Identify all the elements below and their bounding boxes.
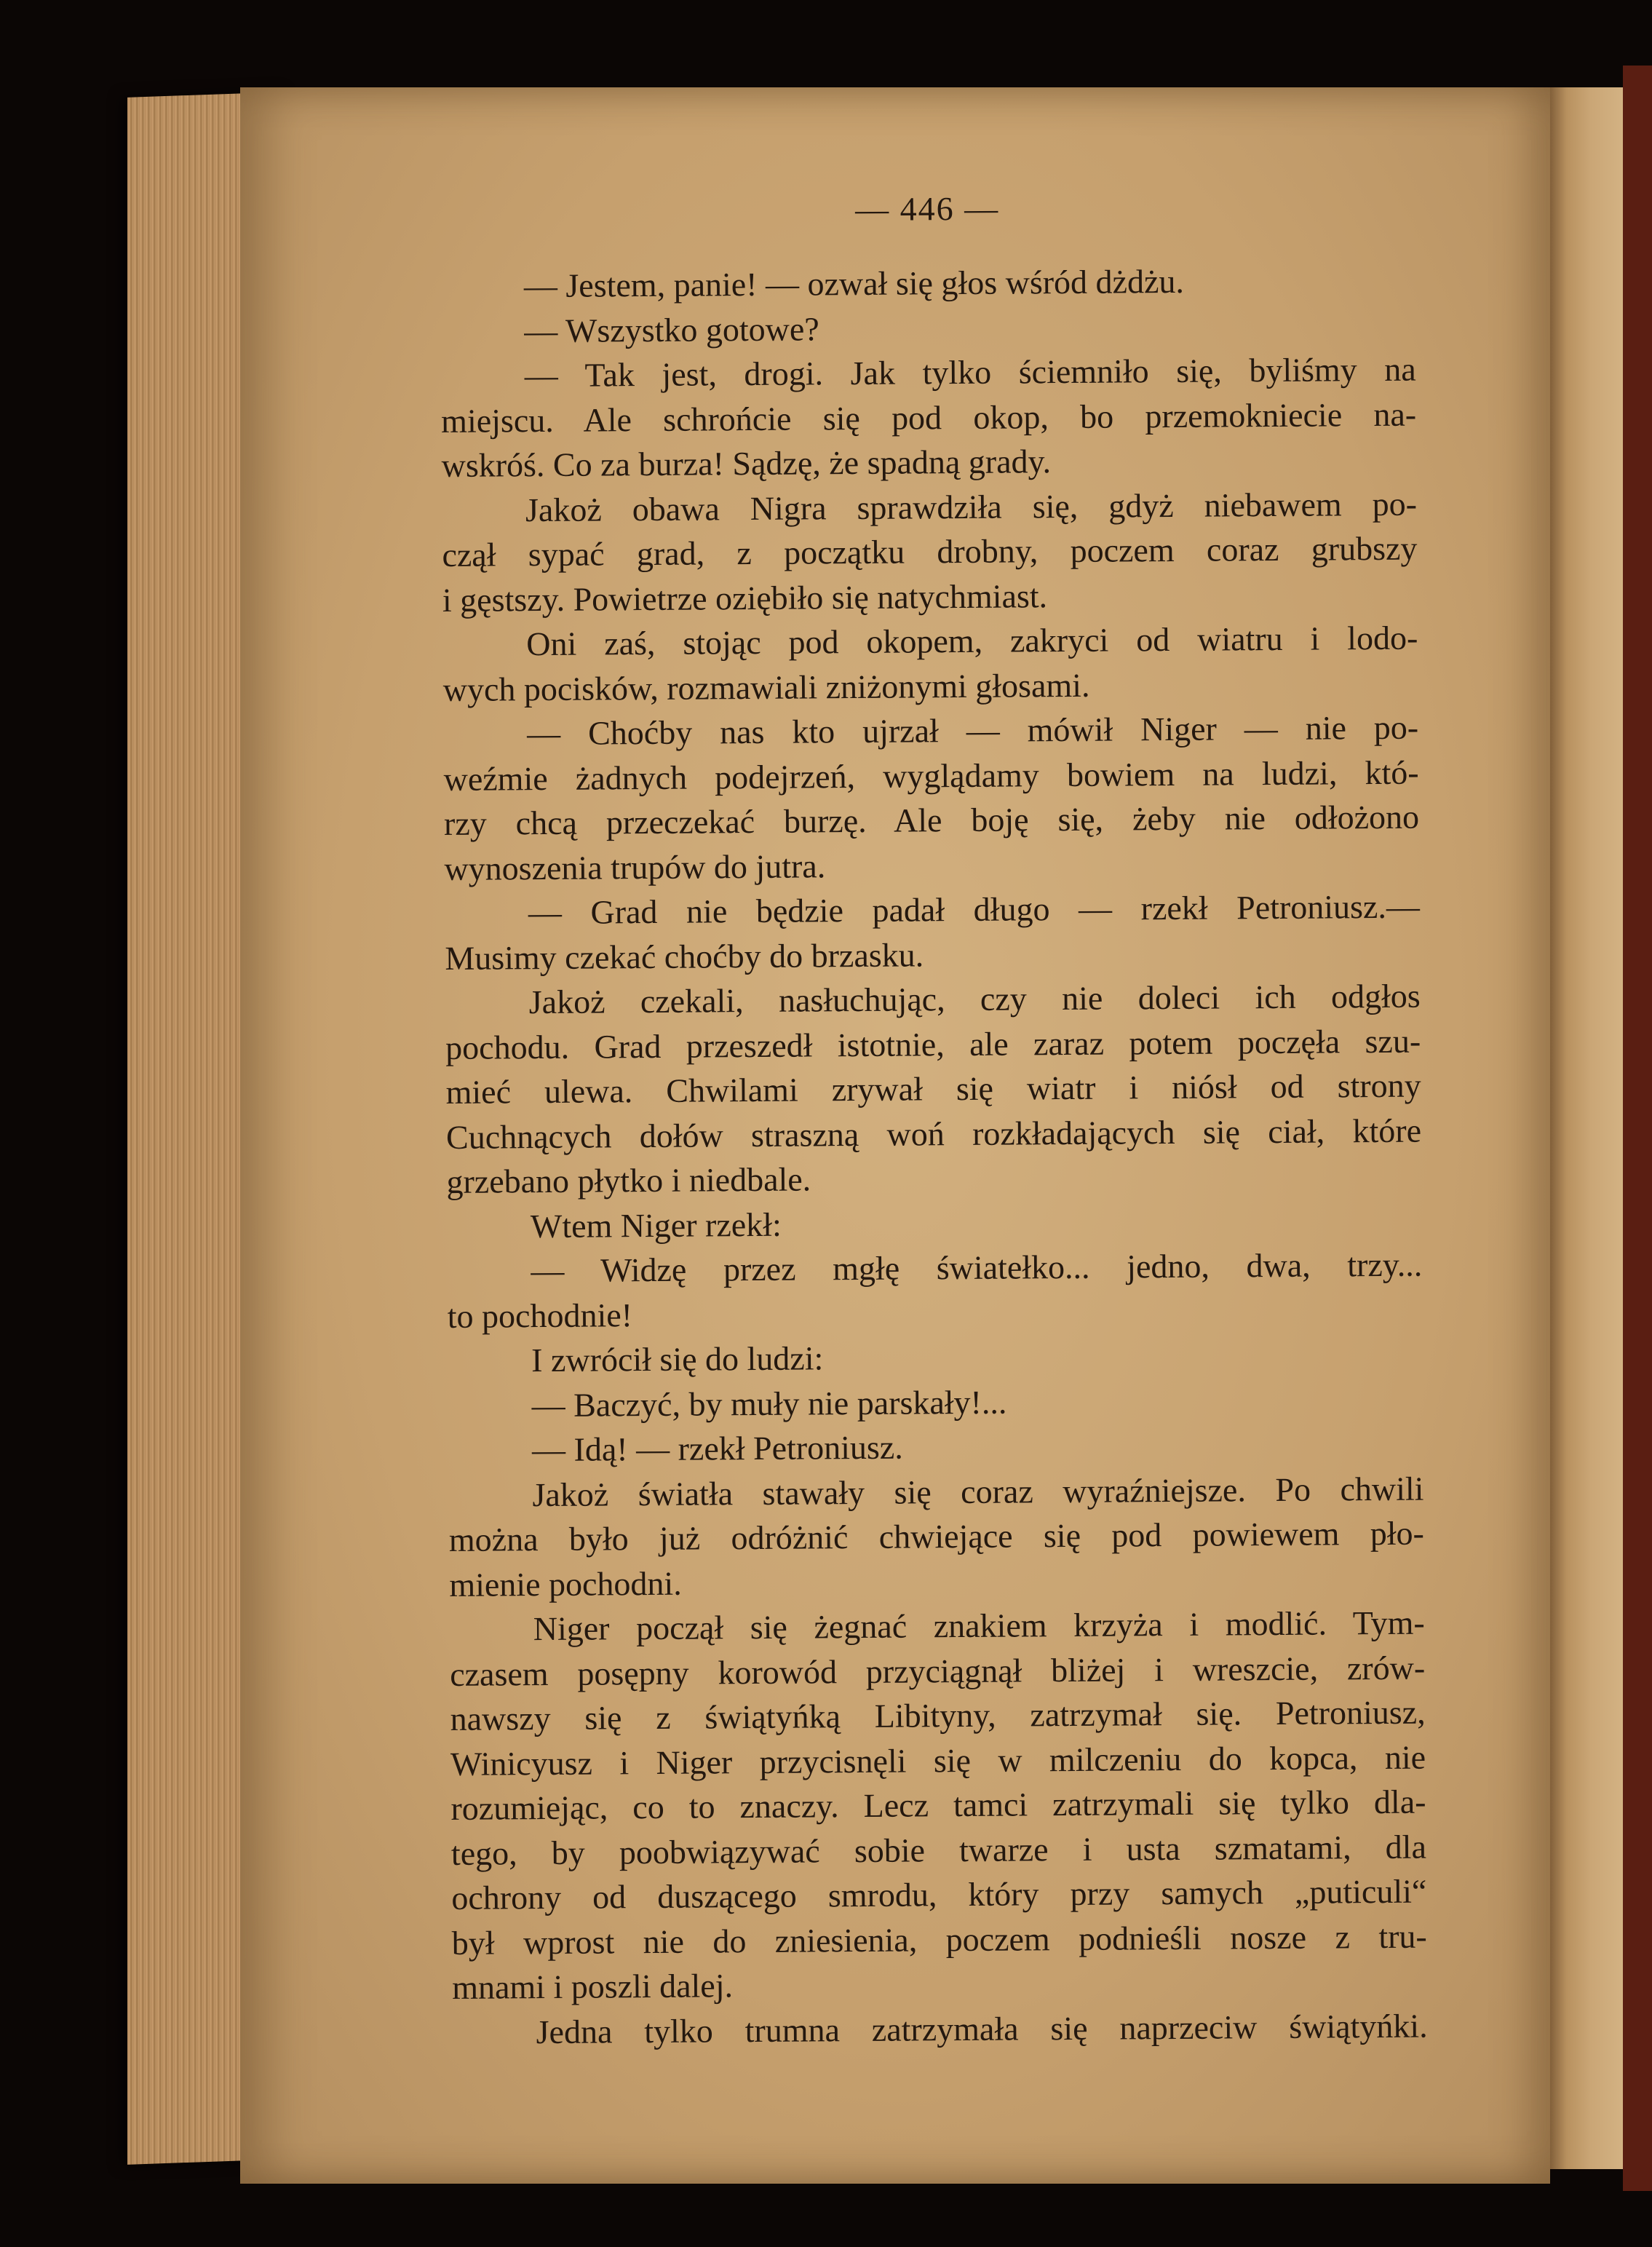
text-line: — Jestem, panie! — ozwał się głos wśród dżdżu. (523, 262, 1185, 305)
text-line: — Idą! — rzekł Petroniusz. (531, 1428, 903, 1469)
text-line: I zwrócił się do ludzi: (531, 1339, 824, 1379)
text-line: nawszy się z świątyńką Libityny, zatrzymał się. Petroniusz, (450, 1693, 1426, 1737)
text-line: — Choćby nas kto ujrzał — mówił Niger — nie po- (527, 708, 1419, 753)
text-line: ochrony od duszącego smrodu, który przy samych „puticuli“ (451, 1872, 1427, 1917)
text-line: — Wszystko gotowe? (524, 309, 819, 349)
text-line: mienie pochodni. (449, 1564, 682, 1604)
text-line: — Tak jest, drogi. Jak tylko ściemniło się, byliśmy na (524, 350, 1416, 395)
text-line: Niger począł się żegnać znakiem krzyża i modlić. Tym- (533, 1604, 1425, 1648)
text-lines (440, 258, 1428, 2055)
text-line: miejscu. Ale schrońcie się pod okop, bo przemokniecie na- (441, 395, 1417, 440)
text-line: Oni zaś, stojąc pod okopem, zakryci od wiatru i lodo- (526, 619, 1418, 663)
text-line: Musimy czekać choćby do brzasku. (445, 935, 924, 977)
page-text (440, 186, 1428, 2055)
page-number: — 446 — (854, 189, 1000, 229)
text-line: czasem posępny korowód przyciągnął bliżej i wreszcie, zrów- (450, 1649, 1426, 1693)
text-line: mieć ulewa. Chwilami zrywał się wiatr i niósł od strony (445, 1066, 1421, 1111)
text-line: — Baczyć, by muły nie parskały!... (531, 1383, 1007, 1424)
text-line: wskróś. Co za burza! Sądzę, że spadną grady. (441, 443, 1052, 484)
book-cover-edge (1623, 66, 1652, 2191)
text-line: pochodu. Grad przeszedł istotnie, ale zaraz potem poczęła szu- (445, 1022, 1421, 1066)
text-line: Winicyusz i Niger przycisnęli się w milczeniu do kopca, nie (450, 1738, 1426, 1783)
text-line: grzebano płytko i niedbale. (446, 1160, 811, 1200)
text-line: weźmie żadnych podejrzeń, wyglądamy bowiem na ludzi, któ- (443, 753, 1419, 798)
text-line: — Widzę przez mgłę światełko... jedno, dwa, trzy... (531, 1245, 1423, 1290)
text-line: czął sypać grad, z początku drobny, poczem coraz grubszy (442, 529, 1418, 574)
text-line: tego, by poobwiązywać sobie twarze i usta szmatami, dla (450, 1828, 1427, 1872)
text-line: Cuchnących dołów straszną woń rozkładających się ciał, które (445, 1111, 1422, 1156)
text-line: Wtem Niger rzekł: (530, 1205, 782, 1245)
text-line: wych pocisków, rozmawiali zniżonymi głosami. (442, 666, 1090, 708)
text-line: Jakoż światła stawały się coraz wyraźniejsze. Po chwili (532, 1470, 1424, 1513)
text-line: Jakoż czekali, nasłuchując, czy nie doleci ich odgłos (528, 977, 1421, 1021)
text-line: — Grad nie będzie padał długo — rzekł Petroniusz.— (528, 887, 1421, 932)
text-line: mnami i poszli dalej. (452, 1967, 734, 2006)
text-line: wynoszenia trupów do jutra. (444, 847, 826, 887)
facing-page-edge (1543, 87, 1623, 2169)
text-line: można było już odróżnić chwiejące się pod powiewem pło- (448, 1514, 1425, 1558)
text-line: Jedna tylko trumna zatrzymała się naprzeciw świątyńki. (536, 2007, 1428, 2050)
text-line: i gęstszy. Powietrze oziębiło się natychmiast. (442, 576, 1048, 619)
text-line: to pochodnie! (447, 1296, 633, 1335)
text-line: Jakoż obawa Nigra sprawdziła się, gdyż niebawem po- (525, 485, 1418, 528)
text-line: był wprost nie do zniesienia, poczem podnieśli nosze z tru- (451, 1917, 1427, 1962)
text-line: rzy chcą przeczekać burzę. Ale boję się, żeby nie odłożono (443, 798, 1420, 842)
text-line: rozumiejąc, co to znaczy. Lecz tamci zatrzymali się tylko dla- (450, 1783, 1426, 1827)
